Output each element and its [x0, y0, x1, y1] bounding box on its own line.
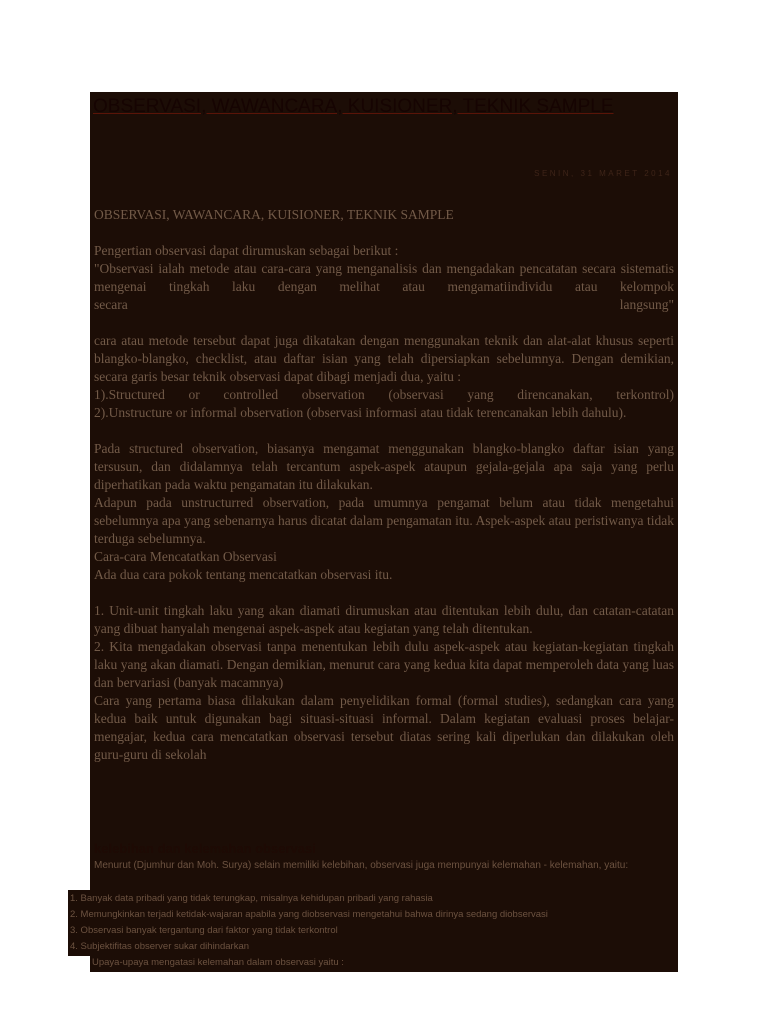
document-page	[90, 92, 678, 972]
type-item-2: 2).Unstructure or informal observation (observasi informasi atau tidak terencanakan lebih dahulu).	[94, 405, 627, 420]
numbered-item-2: 2. Kita mengadakan observasi tanpa menentukan lebih dulu aspek-aspek atau kegiatan-kegiatan tingkah laku yang akan diamati. Dengan demikian, menurut cara yang kedua kita dapat memperoleh data yang luas dan bervariasi (banyak macamnya)	[94, 639, 674, 690]
paragraph-two-ways: Ada dua cara pokok tentang mencatatkan observasi itu.	[94, 567, 393, 582]
paragraph-unstructured: Adapun pada unstructurred observation, pada umumnya pengamat belum atau tidak mengetahui sebelumnya apa yang sebenarnya harus dicatat dalam pengamatan itu. Aspek-aspek atau peristiwanya tidak terduga sebelumnya.	[94, 495, 674, 546]
post-heading[interactable]: OBSERVASI, WAWANCARA, KUISIONER, TEKNIK SAMPLE	[93, 96, 614, 117]
definition-quote: "Observasi ialah metode atau cara-cara yang menganalisis dan mengadakan pencatatan secara sistematis mengenai tingkah laku dengan melihat atau mengamatiindividu atau kelompok	[94, 261, 674, 294]
article-title: OBSERVASI, WAWANCARA, KUISIONER, TEKNIK SAMPLE	[94, 207, 454, 222]
list-item: 3. Observasi banyak tergantung dari faktor yang tidak terkontrol	[70, 925, 338, 936]
pros-cons-section	[94, 840, 674, 873]
list-item: 2. Memungkinkan terjadi ketidak-wajaran apabila yang diobservasi mengetahui bahwa dirinya sedang diobservasi	[70, 909, 548, 920]
article-body	[94, 206, 674, 764]
quote-word-secara: secara	[94, 297, 128, 312]
definition-quote-end	[94, 296, 674, 314]
paragraph-method: cara atau metode tersebut dapat juga dikatakan dengan menggunakan teknik dan alat-alat khusus seperti blangko-blangko, checklist, atau daftar isian yang telah dipersiapkan sebelumnya. Dengan demikian, secara garis besar teknik observasi dapat dibagi menjadi dua, yaitu :	[94, 333, 674, 384]
weakness-list	[68, 890, 678, 956]
paragraph-formal: Cara yang pertama biasa dilakukan dalam penyelidikan formal (formal studies), sedangkan cara yang kedua baik untuk digunakan bagi situasi-situasi informal. Dalam kegiatan evaluasi proses belajar-mengajar, kedua cara mencatatkan observasi tersebut diatas sering kali diperlukan dan dilakukan oleh guru-guru di sekolah	[94, 693, 674, 762]
section-intro: Menurut (Djumhur dan Moh. Surya) selain memiliki kelebihan, observasi juga mempunyai kelemahan - kelemahan, yaitu:	[94, 860, 629, 871]
quote-word-langsung: langsung"	[619, 297, 674, 312]
paragraph-structured: Pada structured observation, biasanya mengamat menggunakan blangko-blangko daftar isian yang tersusun, dan didalamnya telah tercantum aspek-aspek ataupun gejala-gejala apa saja yang perlu diperhatikan pada waktu pengamatan itu dilakukan.	[94, 441, 674, 492]
list-item: 4. Subjektifitas observer sukar dihindarkan	[70, 941, 250, 952]
numbered-item-1: 1. Unit-unit tingkah laku yang akan diamati dirumuskan atau ditentukan lebih dulu, dan catatan-catatan yang dibuat hanyalah mengenai aspek-aspek atau kegiatan yang telah ditentukan.	[94, 603, 674, 636]
list-item: 1. Banyak data pribadi yang tidak terungkap, misalnya kehidupan pribadi yang rahasia	[70, 893, 433, 904]
type-item-1: 1).Structured or controlled observation (observasi yang direncanakan, terkontrol)	[94, 387, 674, 402]
subheading-recording: Cara-cara Mencatatkan Observasi	[94, 549, 277, 564]
section-title: kelebihan dan kelemahan observasi	[94, 841, 316, 856]
intro-text: Pengertian observasi dapat dirumuskan sebagai berikut :	[94, 243, 399, 258]
mitigation-heading: Upaya-upaya mengatasi kelemahan dalam observasi yaitu :	[92, 957, 344, 968]
post-date: SENIN, 31 MARET 2014	[534, 169, 672, 178]
